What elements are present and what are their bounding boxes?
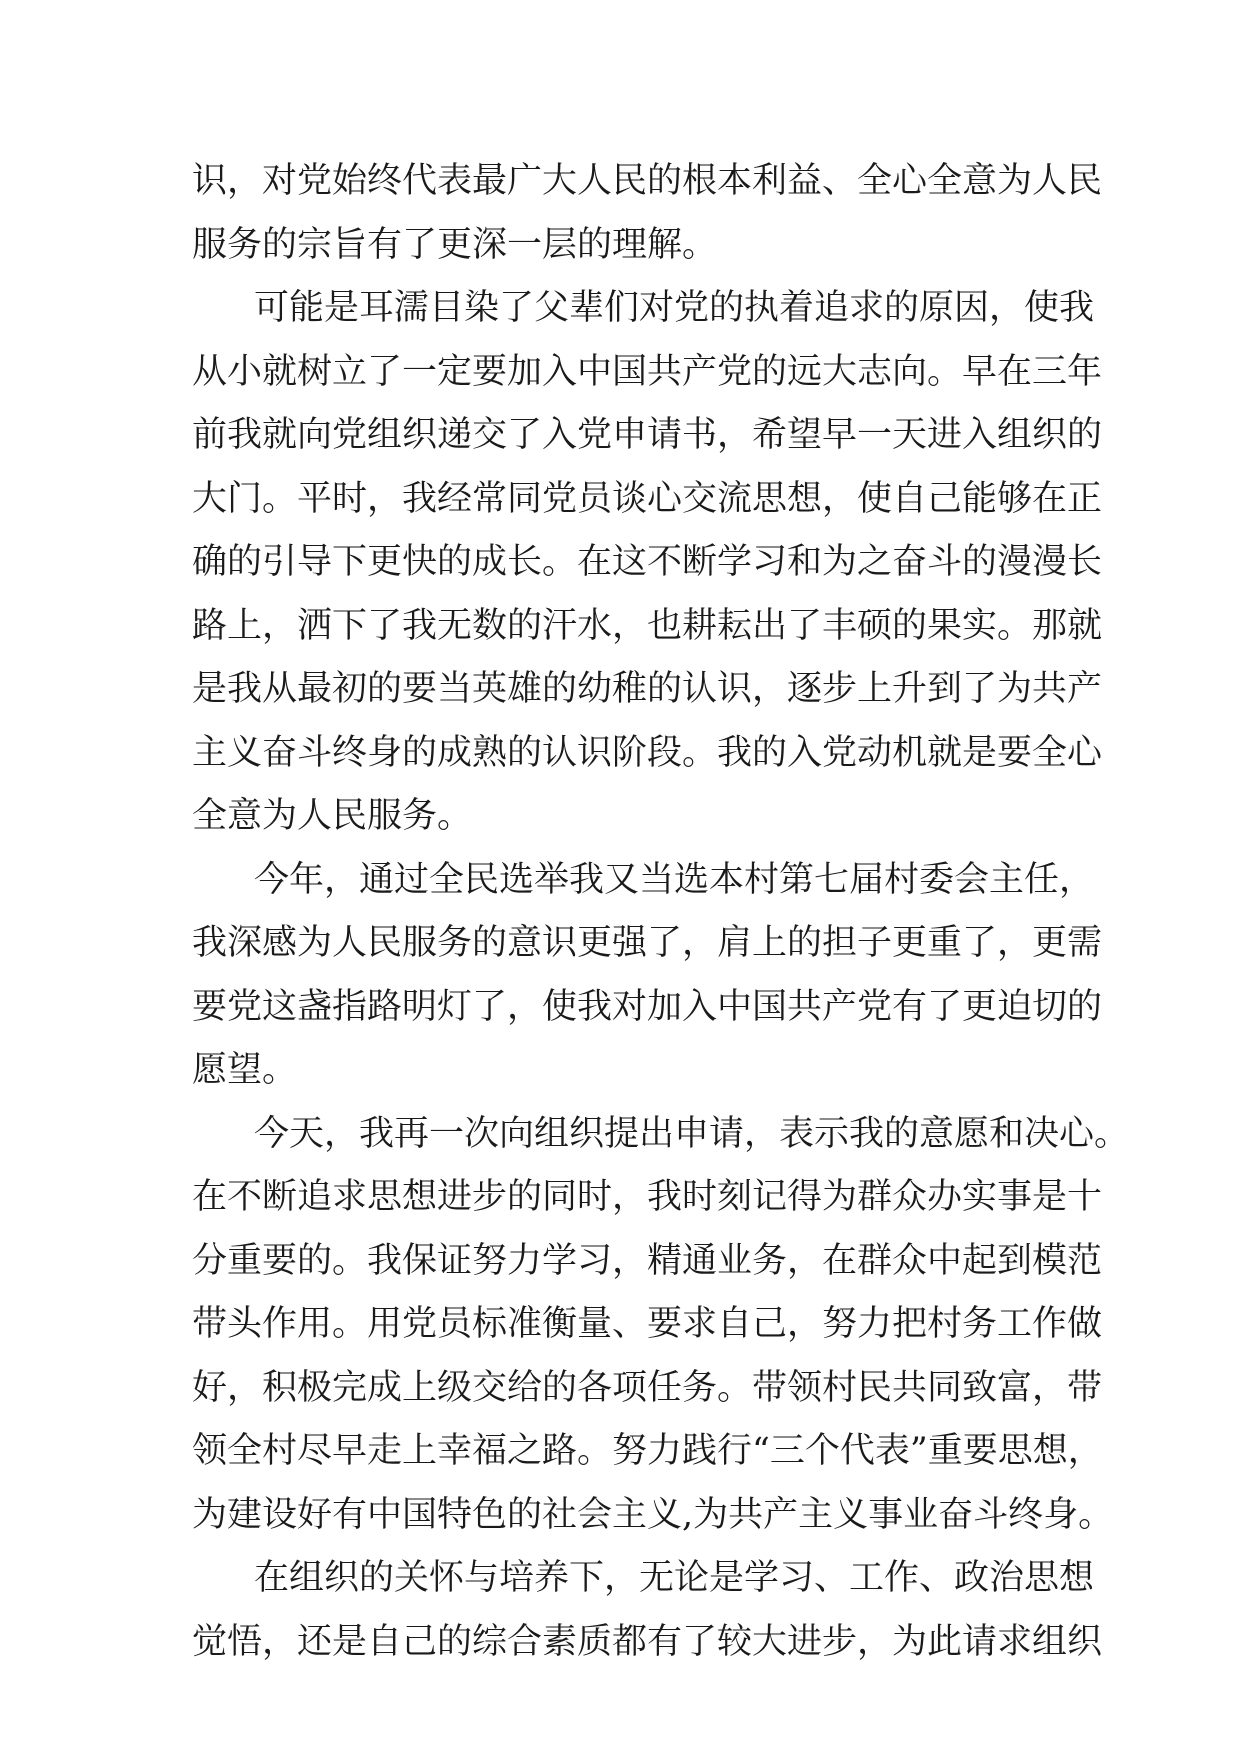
- text-line: 分重要的。我保证努力学习，精通业务，在群众中起到模范: [192, 1240, 1103, 1281]
- text-line: 我深感为人民服务的意识更强了，肩上的担子更重了，更需: [192, 923, 1103, 963]
- text-line: 愿望。: [192, 1050, 298, 1090]
- paragraph-start-line: 今年，通过全民选举我又当选本村第七届村委会主任，: [254, 859, 1095, 900]
- text-line: 路上，洒下了我无数的汗水，也耕耘出了丰硕的果实。那就: [192, 605, 1103, 646]
- text-line: 在不断追求思想进步的同时，我时刻记得为群众办实事是十: [192, 1177, 1103, 1217]
- text-line: 带头作用。用党员标准衡量、要求自己，努力把村务工作做: [192, 1304, 1103, 1344]
- text-line: 要党这盏指路明灯了，使我对加入中国共产党有了更迫切的: [192, 986, 1103, 1027]
- text-line: 前我就向党组织递交了入党申请书，希望早一天进入组织的: [192, 415, 1103, 455]
- text-line: 服务的宗旨有了更深一层的理解。: [192, 224, 718, 265]
- text-line: 识，对党始终代表最广大人民的根本利益、全心全意为人民: [192, 161, 1103, 201]
- text-line: 觉悟，还是自己的综合素质都有了较大进步，为此请求组织: [192, 1621, 1103, 1662]
- text-line: 全意为人民服务。: [192, 796, 473, 836]
- paragraph-start-line: 可能是耳濡目染了父辈们对党的执着追求的原因，使我: [254, 288, 1095, 328]
- text-line: 为建设好有中国特色的社会主义,为共产主义事业奋斗终身。: [192, 1494, 1114, 1535]
- text-line: 领全村尽早走上幸福之路。努力践行“三个代表”重要思想，: [192, 1431, 1103, 1471]
- text-line: 主义奋斗终身的成熟的认识阶段。我的入党动机就是要全心: [192, 732, 1103, 773]
- text-line: 是我从最初的要当英雄的幼稚的认识，逐步上升到了为共产: [192, 669, 1103, 709]
- text-line: 大门。平时，我经常同党员谈心交流思想，使自己能够在正: [192, 478, 1103, 519]
- text-line: 从小就树立了一定要加入中国共产党的远大志向。早在三年: [192, 351, 1103, 392]
- paragraph-start-line: 今天，我再一次向组织提出申请，表示我的意愿和决心。: [254, 1113, 1130, 1154]
- paragraph-start-line: 在组织的关怀与培养下，无论是学习、工作、政治思想: [254, 1558, 1095, 1598]
- text-line: 好，积极完成上级交给的各项任务。带领村民共同致富，带: [192, 1367, 1103, 1408]
- document-body: [192, 150, 1130, 1674]
- text-line: 确的引导下更快的成长。在这不断学习和为之奋斗的漫漫长: [192, 542, 1103, 582]
